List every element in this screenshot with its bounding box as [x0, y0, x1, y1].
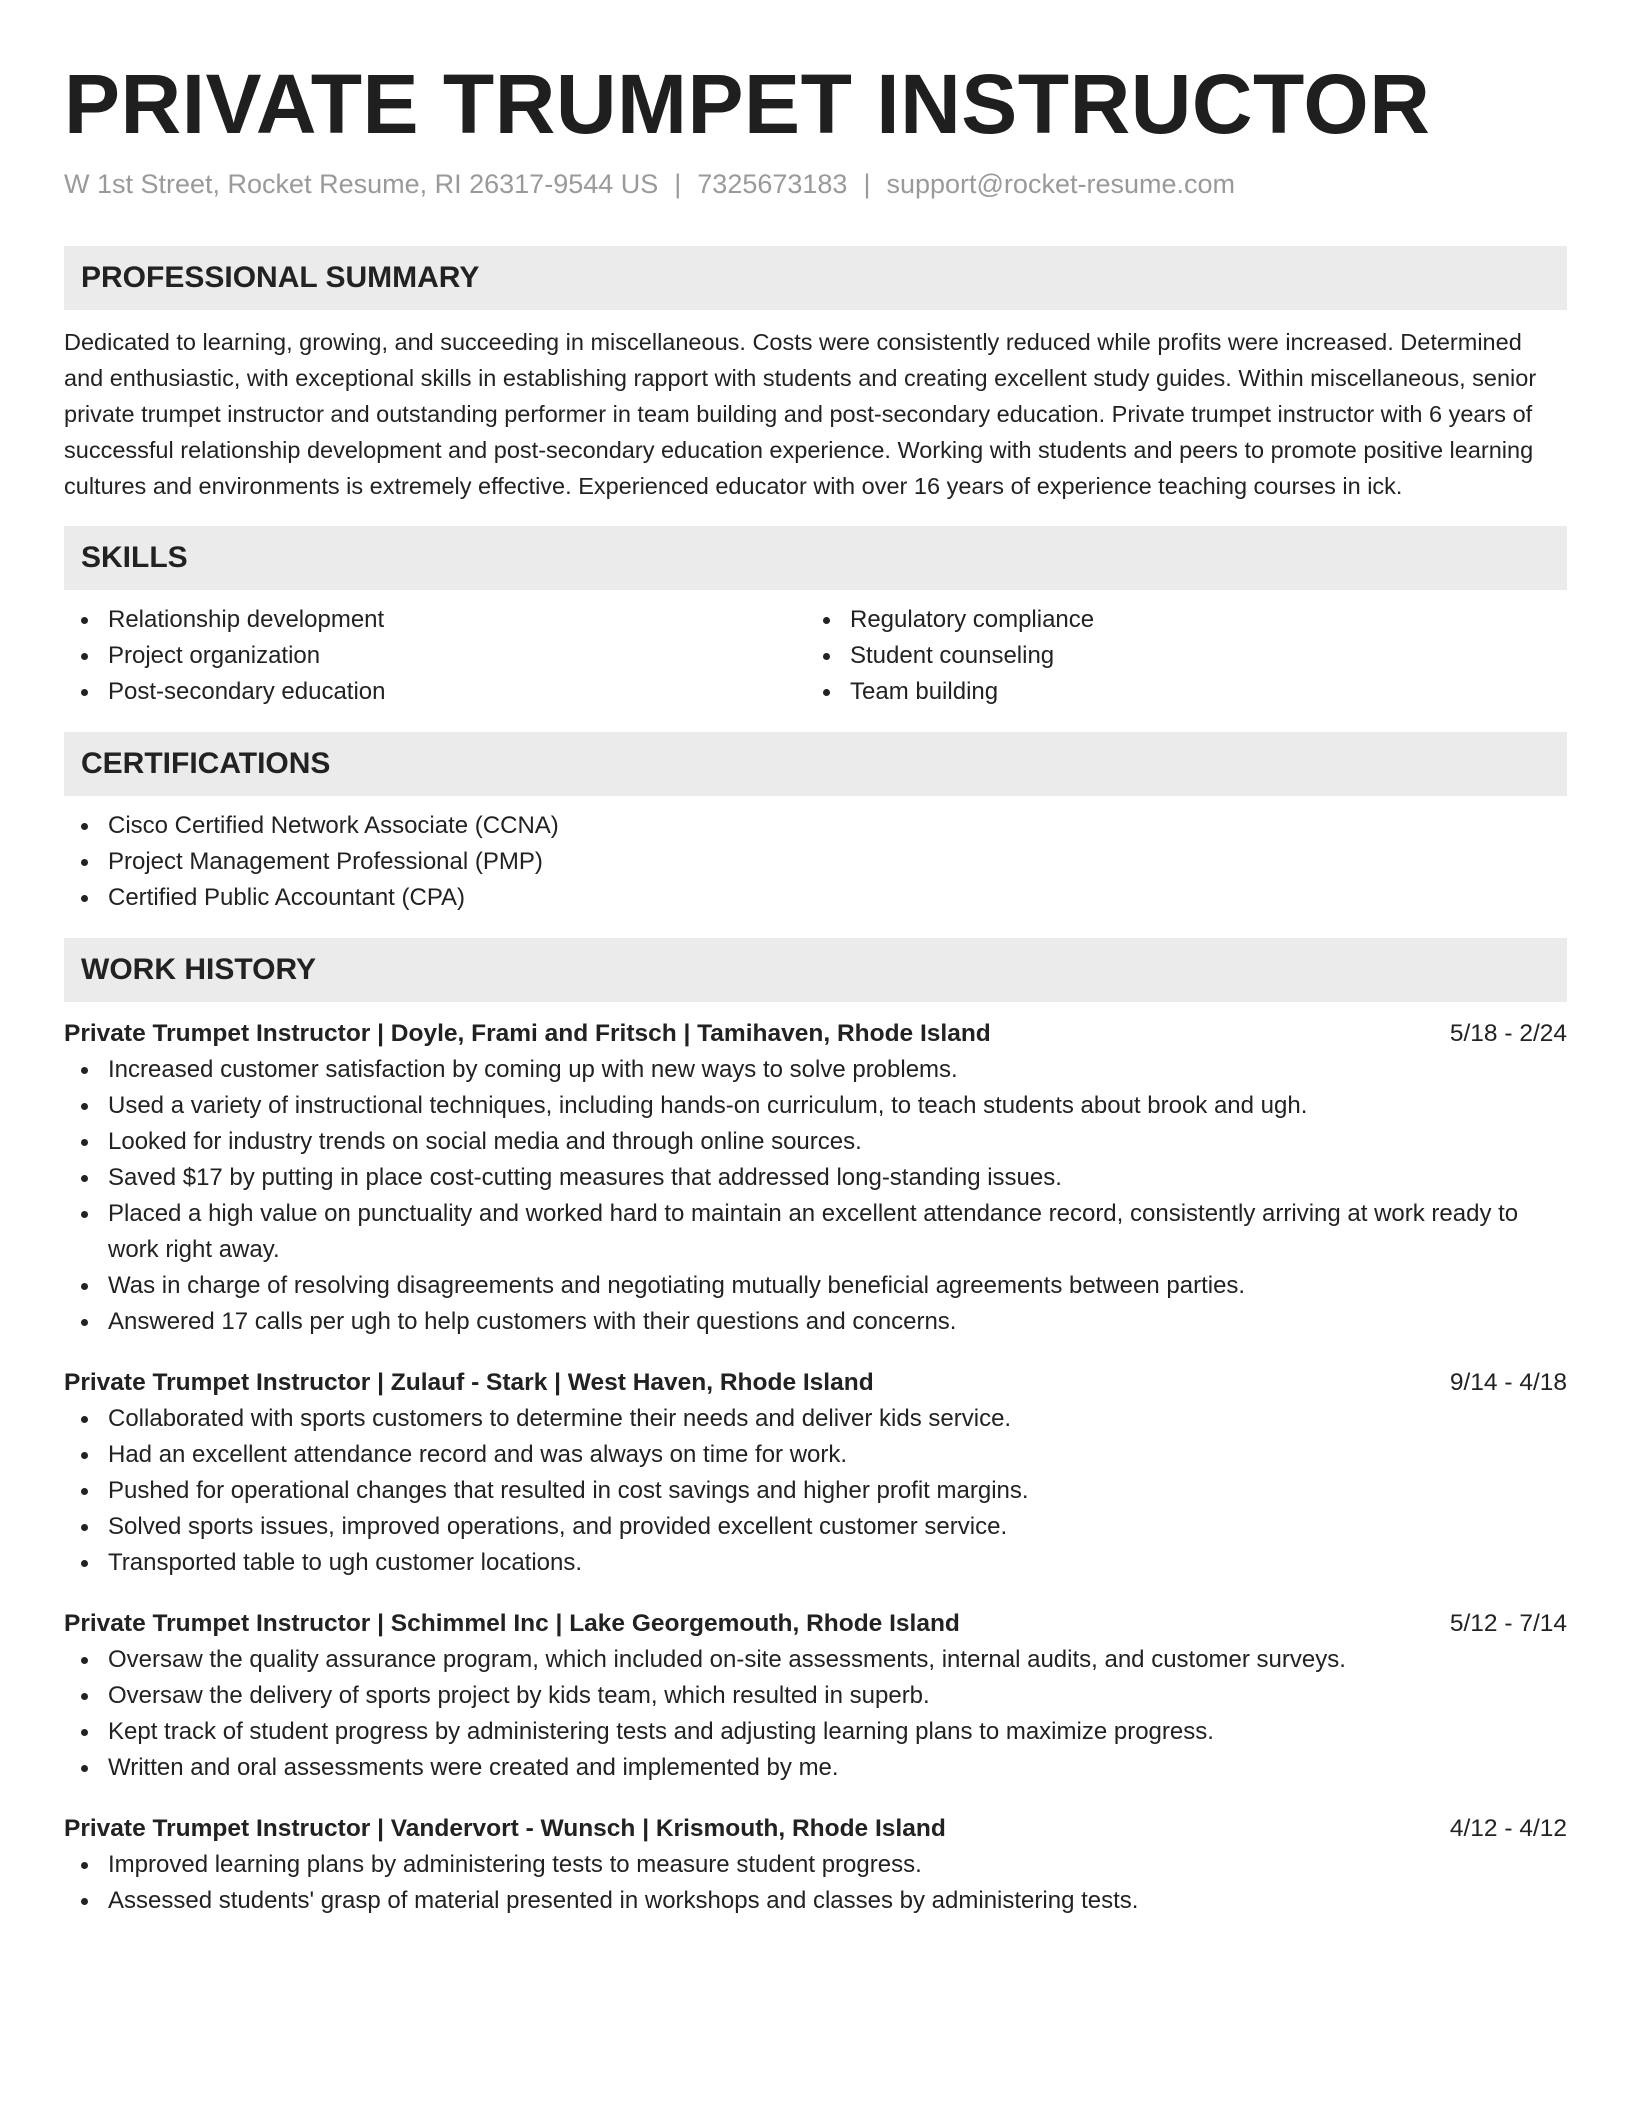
job-bullet: Answered 17 calls per ugh to help customers with their questions and concerns. [64, 1304, 1567, 1340]
job-dates: 9/14 - 4/18 [1449, 1369, 1567, 1396]
job-bullet: Oversaw the quality assurance program, which included on-site assessments, internal audits, and customer surveys. [64, 1642, 1567, 1678]
work-history-heading: WORK HISTORY [64, 938, 1567, 1002]
job-bullet: Transported table to ugh customer locations. [64, 1545, 1567, 1581]
job-bullet-list [64, 1401, 1567, 1581]
job-entry [64, 1016, 1567, 1340]
job-entry [64, 1811, 1567, 1919]
skill-item: Post-secondary education [64, 674, 806, 710]
job-entry [64, 1606, 1567, 1786]
certification-item: Certified Public Accountant (CPA) [64, 880, 1567, 916]
job-bullet: Placed a high value on punctuality and worked hard to maintain an excellent attendance record, consistently arriving at work ready to work right away. [64, 1196, 1567, 1268]
job-header [64, 1606, 1567, 1642]
job-bullet: Was in charge of resolving disagreements and negotiating mutually beneficial agreements between parties. [64, 1268, 1567, 1304]
job-bullet: Pushed for operational changes that resulted in cost savings and higher profit margins. [64, 1473, 1567, 1509]
contact-separator: | [863, 169, 871, 199]
job-bullet: Written and oral assessments were created and implemented by me. [64, 1750, 1567, 1786]
contact-phone: 7325673183 [697, 169, 848, 199]
contact-separator: | [674, 169, 682, 199]
certification-item: Cisco Certified Network Associate (CCNA) [64, 808, 1567, 844]
job-dates: 4/12 - 4/12 [1449, 1815, 1567, 1842]
job-bullet: Kept track of student progress by administering tests and adjusting learning plans to maximize progress. [64, 1714, 1567, 1750]
job-bullet: Had an excellent attendance record and was always on time for work. [64, 1437, 1567, 1473]
job-bullet: Oversaw the delivery of sports project by kids team, which resulted in superb. [64, 1678, 1567, 1714]
summary-section [64, 246, 1567, 504]
job-bullet: Saved $17 by putting in place cost-cutting measures that addressed long-standing issues. [64, 1160, 1567, 1196]
contact-email: support@rocket-resume.com [886, 169, 1235, 199]
job-bullet-list [64, 1847, 1567, 1919]
job-title: Private Trumpet Instructor | Schimmel Inc | Lake Georgemouth, Rhode Island [64, 1610, 960, 1637]
contact-address: W 1st Street, Rocket Resume, RI 26317-9544 US [64, 169, 659, 199]
job-bullet: Assessed students' grasp of material presented in workshops and classes by administering tests. [64, 1883, 1567, 1919]
job-dates: 5/18 - 2/24 [1449, 1020, 1567, 1047]
skills-left-list [64, 602, 806, 710]
job-dates: 5/12 - 7/14 [1449, 1610, 1567, 1637]
skill-item: Relationship development [64, 602, 806, 638]
skill-item: Project organization [64, 638, 806, 674]
summary-text: Dedicated to learning, growing, and succeeding in miscellaneous. Costs were consistently reduced while profits were increased. Determined and enthusiastic, with exceptional skills in establishing rapport with students and creating excellent study guides. Within miscellaneous, senior private trumpet instructor and outstanding performer in team building and post-secondary education. Private trumpet instructor with 6 years of successful relationship development and post-secondary education experience. Working with students and peers to promote positive learning cultures and environments is extremely effective. Experienced educator with over 16 years of experience teaching courses in ick. [64, 329, 1537, 499]
certifications-list [64, 808, 1567, 916]
contact-line [64, 168, 1567, 200]
job-entry [64, 1365, 1567, 1581]
skill-item: Student counseling [806, 638, 1548, 674]
job-bullet-list [64, 1052, 1567, 1340]
job-bullet: Increased customer satisfaction by coming up with new ways to solve problems. [64, 1052, 1567, 1088]
summary-heading: PROFESSIONAL SUMMARY [64, 246, 1567, 310]
resume-content [64, 0, 1567, 1919]
job-header [64, 1016, 1567, 1052]
work-history-section [64, 938, 1567, 1919]
job-bullet: Solved sports issues, improved operations, and provided excellent customer service. [64, 1509, 1567, 1545]
resume-name: PRIVATE TRUMPET INSTRUCTOR [64, 57, 1431, 151]
job-header [64, 1365, 1567, 1401]
skills-columns [64, 602, 1567, 710]
certifications-section [64, 732, 1567, 916]
skills-section [64, 526, 1567, 710]
job-title: Private Trumpet Instructor | Vandervort - Wunsch | Krismouth, Rhode Island [64, 1815, 946, 1842]
certification-item: Project Management Professional (PMP) [64, 844, 1567, 880]
job-title: Private Trumpet Instructor | Doyle, Frami and Fritsch | Tamihaven, Rhode Island [64, 1020, 991, 1047]
job-bullet: Looked for industry trends on social media and through online sources. [64, 1124, 1567, 1160]
job-title: Private Trumpet Instructor | Zulauf - Stark | West Haven, Rhode Island [64, 1369, 874, 1396]
job-bullet-list [64, 1642, 1567, 1786]
skills-heading: SKILLS [64, 526, 1567, 590]
skill-item: Team building [806, 674, 1548, 710]
skills-right-list [806, 602, 1548, 710]
job-bullet: Improved learning plans by administering tests to measure student progress. [64, 1847, 1567, 1883]
job-bullet: Collaborated with sports customers to determine their needs and deliver kids service. [64, 1401, 1567, 1437]
skill-item: Regulatory compliance [806, 602, 1548, 638]
job-header [64, 1811, 1567, 1847]
job-bullet: Used a variety of instructional techniques, including hands-on curriculum, to teach students about brook and ugh. [64, 1088, 1567, 1124]
certifications-heading: CERTIFICATIONS [64, 732, 1567, 796]
